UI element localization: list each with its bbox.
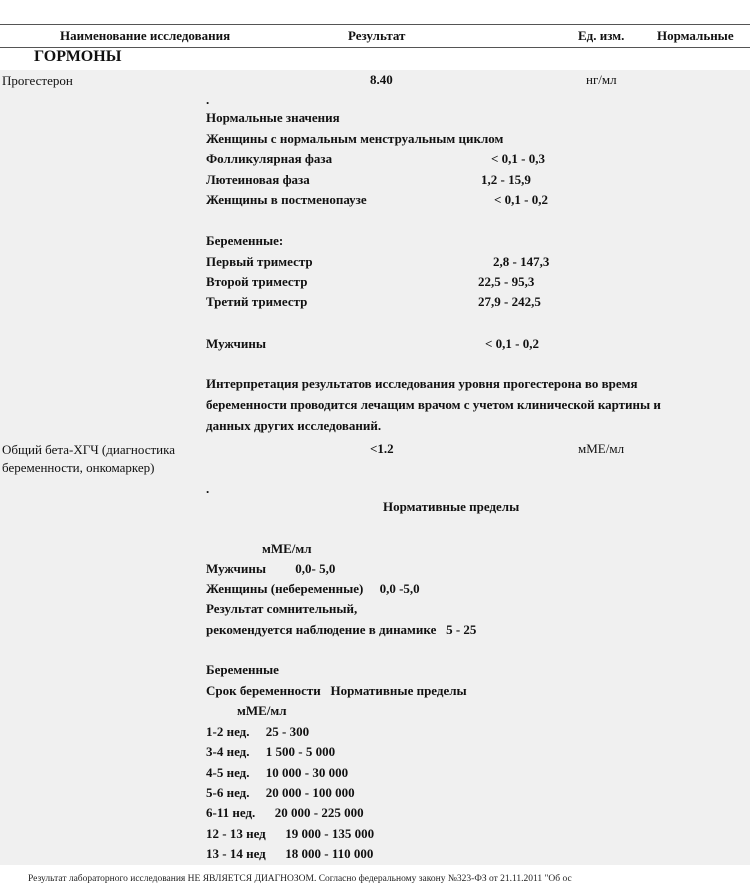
- section-title: ГОРМОНЫ: [34, 48, 122, 65]
- table-header: [0, 24, 750, 48]
- test-result: 8.40: [370, 72, 393, 87]
- week-row: 12 - 13 нед 19 000 - 135 000: [206, 826, 375, 841]
- trimester1-label: Первый триместр: [206, 254, 313, 269]
- postmeno-value: < 0,1 - 0,2: [494, 192, 548, 207]
- trimester3-value: 27,9 - 242,5: [478, 294, 541, 309]
- trimester3-label: Третий триместр: [206, 294, 308, 309]
- week-row: 13 - 14 нед 18 000 - 110 000: [206, 846, 374, 861]
- pregnant-label: Беременные: [206, 662, 279, 677]
- week-row: 3-4 нед. 1 500 - 5 000: [206, 744, 336, 759]
- test-unit: мМЕ/мл: [578, 441, 625, 456]
- test-name: Прогестерон: [2, 73, 73, 88]
- postmeno-label: Женщины в постменопаузе: [206, 192, 367, 207]
- week-row: 4-5 нед. 10 000 - 30 000: [206, 765, 349, 780]
- interpretation-line-2: беременности проводится лечащим врачом с учетом клинической картины и: [206, 397, 661, 412]
- test-name: Общий бета-ХГЧ (диагностика беременности, онкомаркер): [2, 442, 176, 475]
- trimester2-label: Второй триместр: [206, 274, 308, 289]
- follicular-label: Фолликулярная фаза: [206, 151, 333, 166]
- table-row-hcg: [0, 439, 750, 865]
- doubtful-line-2: рекомендуется наблюдение в динамике 5 - 25: [206, 622, 477, 637]
- interpretation-line-1: Интерпретация результатов исследования уровня прогестерона во время: [206, 376, 638, 391]
- men-label: Мужчины: [206, 336, 266, 351]
- term-header: Срок беременности Нормативные пределы: [206, 683, 467, 698]
- unit-label: мМЕ/мл: [262, 541, 312, 556]
- week-row: 5-6 нед. 20 000 - 100 000: [206, 785, 355, 800]
- test-result: <1.2: [370, 441, 394, 456]
- men-value: < 0,1 - 0,2: [485, 336, 539, 351]
- term-unit: мМЕ/мл: [237, 703, 287, 718]
- women-cycle: Женщины с нормальным менструальным циклом: [206, 131, 504, 146]
- footer-disclaimer: Результат лабораторного исследования НЕ ЯВЛЯЕТСЯ ДИАГНОЗОМ. Согласно федеральному закону №323-ФЗ от 21.11.2011 "Об ос: [28, 874, 572, 884]
- luteal-label: Лютеиновая фаза: [206, 172, 310, 187]
- dot-marker: .: [206, 481, 210, 496]
- doubtful-line-1: Результат сомнительный,: [206, 601, 358, 616]
- trimester1-value: 2,8 - 147,3: [493, 254, 550, 269]
- week-row: 6-11 нед. 20 000 - 225 000: [206, 805, 364, 820]
- test-unit: нг/мл: [586, 72, 617, 87]
- header-result: Результат: [348, 28, 406, 43]
- dot-marker: .: [206, 92, 210, 107]
- trimester2-value: 22,5 - 95,3: [478, 274, 535, 289]
- norm-title: Нормативные пределы: [383, 499, 520, 514]
- norms-title: Нормальные значения: [206, 110, 340, 125]
- header-norm: Нормальные: [657, 28, 734, 43]
- pregnant-label: Беременные:: [206, 233, 284, 248]
- week-row: 1-2 нед. 25 - 300: [206, 724, 310, 739]
- header-unit: Ед. изм.: [578, 28, 625, 43]
- header-name: Наименование исследования: [60, 28, 231, 43]
- table-row-progesterone: [0, 70, 750, 439]
- men-norm: Мужчины 0,0- 5,0: [206, 561, 336, 576]
- women-norm: Женщины (небеременные) 0,0 -5,0: [206, 581, 420, 596]
- interpretation-line-3: данных других исследований.: [206, 418, 382, 433]
- follicular-value: < 0,1 - 0,3: [491, 151, 545, 166]
- luteal-value: 1,2 - 15,9: [481, 172, 531, 187]
